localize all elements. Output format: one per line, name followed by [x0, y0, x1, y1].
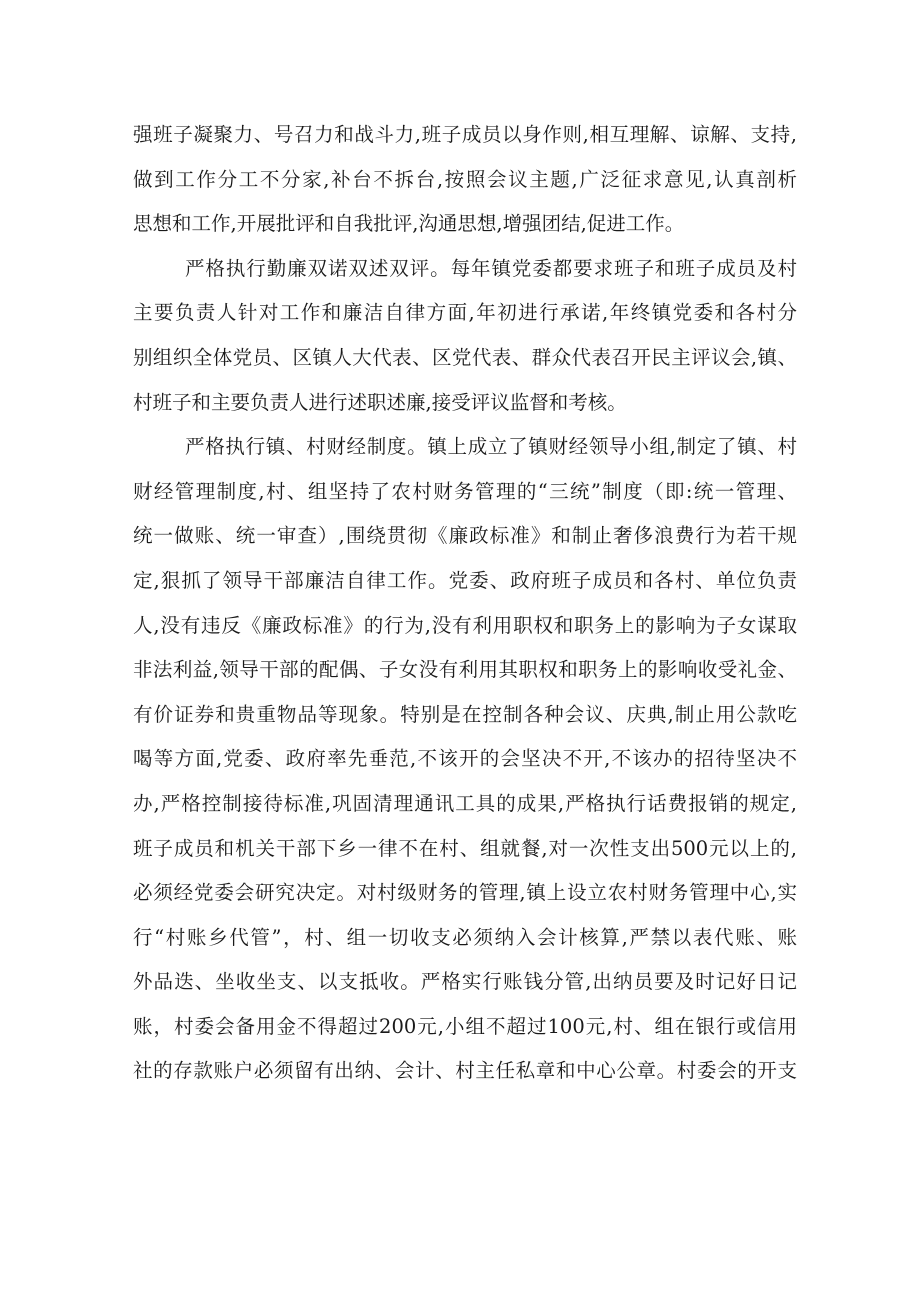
text-line: 社的存款账户必须留有出纳、会计、村主任私章和中心公章。村委会的开支	[133, 1059, 797, 1083]
paragraph-finance-system	[133, 425, 797, 1094]
text-line: 班子成员和机关干部下乡一律不在村、组就餐,对一次性支出500元以上的,	[133, 836, 797, 860]
paragraph-team-unity	[133, 113, 797, 247]
text-line: 行“村账乡代管”，村、组一切收支必须纳入会计核算,严禁以表代账、账	[133, 925, 797, 949]
text-line: 账，村委会备用金不得超过200元,小组不超过100元,村、组在银行或信用	[133, 1014, 797, 1038]
text-line: 定,狠抓了领导干部廉洁自律工作。党委、政府班子成员和各村、单位负责	[133, 568, 797, 592]
text-line: 喝等方面,党委、政府率先垂范,不该开的会坚决不开,不该办的招待坚决不	[133, 747, 797, 771]
text-line: 人,没有违反《廉政标准》的行为,没有利用职权和职务上的影响为子女谋取	[133, 613, 797, 637]
text-line: 做到工作分工不分家,补台不拆台,按照会议主题,广泛征求意见,认真剖析	[133, 167, 797, 191]
text-line: 严格执行勤廉双诺双述双评。每年镇党委都要求班子和班子成员及村	[185, 256, 797, 280]
text-line: 有价证券和贵重物品等现象。特别是在控制各种会议、庆典,制止用公款吃	[133, 702, 797, 726]
text-line: 统一做账、统一审查）,围绕贯彻《廉政标准》和制止奢侈浪费行为若干规	[133, 524, 797, 548]
text-line: 非法利益,领导干部的配偶、子女没有利用其职权和职务上的影响收受礼金、	[133, 658, 797, 682]
text-line: 村班子和主要负责人进行述职述廉,接受评议监督和考核。	[133, 390, 627, 414]
paragraph-integrity-pledge	[133, 247, 797, 425]
text-line: 财经管理制度,村、组坚持了农村财务管理的“三统”制度（即:统一管理、	[133, 479, 797, 503]
text-line: 主要负责人针对工作和廉洁自律方面,年初进行承诺,年终镇党委和各村分	[133, 301, 797, 325]
document-body	[133, 113, 797, 1094]
text-line: 思想和工作,开展批评和自我批评,沟通思想,增强团结,促进工作。	[133, 212, 685, 236]
text-line: 别组织全体党员、区镇人大代表、区党代表、群众代表召开民主评议会,镇、	[133, 345, 797, 369]
text-line: 外品迭、坐收坐支、以支抵收。严格实行账钱分管,出纳员要及时记好日记	[133, 970, 797, 994]
text-line: 必须经党委会研究决定。对村级财务的管理,镇上设立农村财务管理中心,实	[133, 881, 797, 905]
text-line: 强班子凝聚力、号召力和战斗力,班子成员以身作则,相互理解、谅解、支持,	[133, 123, 797, 146]
text-line: 严格执行镇、村财经制度。镇上成立了镇财经领导小组,制定了镇、村	[185, 435, 797, 459]
text-line: 办,严格控制接待标准,巩固清理通讯工具的成果,严格执行话费报销的规定,	[133, 791, 797, 815]
